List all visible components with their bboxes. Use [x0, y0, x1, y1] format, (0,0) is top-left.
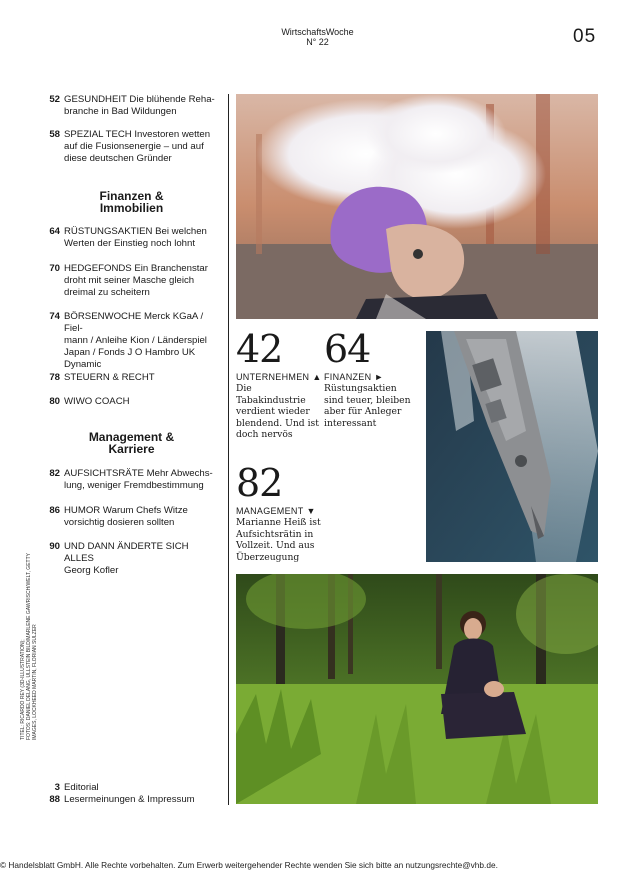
masthead-title: WirtschaftsWoche: [281, 27, 354, 37]
teaser-label: FINANZEN ►: [324, 372, 384, 382]
teaser-label: UNTERNEHMEN ▲: [236, 372, 322, 382]
toc-page-number: 52: [49, 94, 60, 105]
toc-entry-letters[interactable]: 88 Lesermeinungen & Impressum: [49, 794, 195, 805]
toc-page-number: 74: [49, 311, 60, 322]
arrow-right-icon: ►: [374, 372, 384, 382]
toc-footer: [44, 782, 224, 806]
teaser-page-number: 64: [324, 327, 371, 371]
arrow-up-icon: ▲: [312, 372, 322, 382]
toc-page-number: 78: [49, 372, 60, 383]
toc-text: UND DANN ÄNDERTE SICH ALLES Georg Kofler: [64, 541, 189, 576]
photo-warship: [426, 331, 598, 562]
teaser-text: Rüstungsaktien sind teuer, bleiben aber für Anleger interessant: [324, 383, 411, 429]
masthead: [0, 27, 635, 47]
copyright-notice: © Handelsblatt GmbH. Alle Rechte vorbehalten. Zum Erwerb weitergehender Rechte wenden Sie sich bitte an nutzungsrechte@vhb.de.: [0, 860, 498, 870]
teaser-64[interactable]: [324, 327, 422, 429]
teaser-82[interactable]: [236, 461, 416, 563]
teaser-text: Die Tabakindustrie verdient wieder blendend. Und ist doch nervös: [236, 383, 319, 440]
toc-entry[interactable]: [44, 263, 219, 299]
toc-text: STEUERN & RECHT: [64, 372, 155, 383]
toc-page-number: 70: [49, 263, 60, 274]
toc-page-number: 58: [49, 129, 60, 140]
photo-woman-in-grass: [236, 574, 598, 804]
toc-text: WIWO COACH: [64, 396, 130, 407]
section-heading-management: Management & Karriere: [88, 430, 175, 456]
toc-entry[interactable]: [44, 94, 219, 118]
page-number: 05: [573, 26, 597, 47]
toc-text: HEDGEFONDS Ein Branchenstar droht mit seiner Masche gleich dreimal zu scheitern: [64, 263, 208, 298]
teaser-label: MANAGEMENT ▼: [236, 506, 316, 516]
toc-entry[interactable]: [44, 541, 219, 577]
toc-page-number: 86: [49, 505, 60, 516]
toc-page-number: 80: [49, 396, 60, 407]
photo-smoke-woman: [236, 94, 598, 319]
photo-credit: TITEL: RICARDO REY (3D-ILLUSTRATION); FOTOS: DANIEL DELANG, ULLSTEIN BILD/MARLENE GAWRISCH/WELT, GETTY IMAGES, LOCKHEED MARTIN, FLORIAN SULZER: [20, 553, 38, 740]
toc-page-number: 90: [49, 541, 60, 552]
column-divider: [228, 94, 229, 805]
section-heading-finance: Finanzen & Immobilien: [99, 189, 164, 215]
toc-page-number: 82: [49, 468, 60, 479]
arrow-down-icon: ▼: [306, 506, 316, 516]
toc-text: GESUNDHEIT Die blühende Reha- branche in Bad Wildungen: [64, 94, 215, 117]
toc-entry[interactable]: [44, 396, 219, 408]
masthead-issue: N° 22: [306, 37, 329, 47]
toc-entry[interactable]: [44, 226, 219, 250]
toc-text: BÖRSENWOCHE Merck KGaA / Fiel- mann / Anleihe Kion / Länderspiel Japan / Fonds J O Hambro UK Dynamic: [64, 311, 207, 370]
toc-entry[interactable]: [44, 372, 219, 384]
toc-entry-editorial[interactable]: 3 Editorial: [54, 782, 99, 793]
toc-text: RÜSTUNGSAKTIEN Bei welchen Werten der Einstieg noch lohnt: [64, 226, 207, 249]
toc-text: HUMOR Warum Chefs Witze vorsichtig dosieren sollten: [64, 505, 188, 528]
toc-entry[interactable]: [44, 129, 219, 165]
toc-entry[interactable]: [44, 505, 219, 529]
teaser-page-number: 42: [236, 327, 283, 371]
teaser-page-number: 82: [236, 461, 283, 505]
toc-page-number: 64: [49, 226, 60, 237]
toc-entry[interactable]: [44, 311, 219, 371]
toc-entry[interactable]: [44, 468, 219, 492]
teaser-text: Marianne Heiß ist Aufsichtsrätin in Vollzeit. Und aus Überzeugung: [236, 517, 321, 563]
teaser-42[interactable]: [236, 327, 322, 441]
toc-text: AUFSICHTSRÄTE Mehr Abwechs- lung, weniger Fremdbestimmung: [64, 468, 213, 491]
toc-text: SPEZIAL TECH Investoren wetten auf die Fusionsenergie – und auf diese deutschen Gründer: [64, 129, 211, 164]
